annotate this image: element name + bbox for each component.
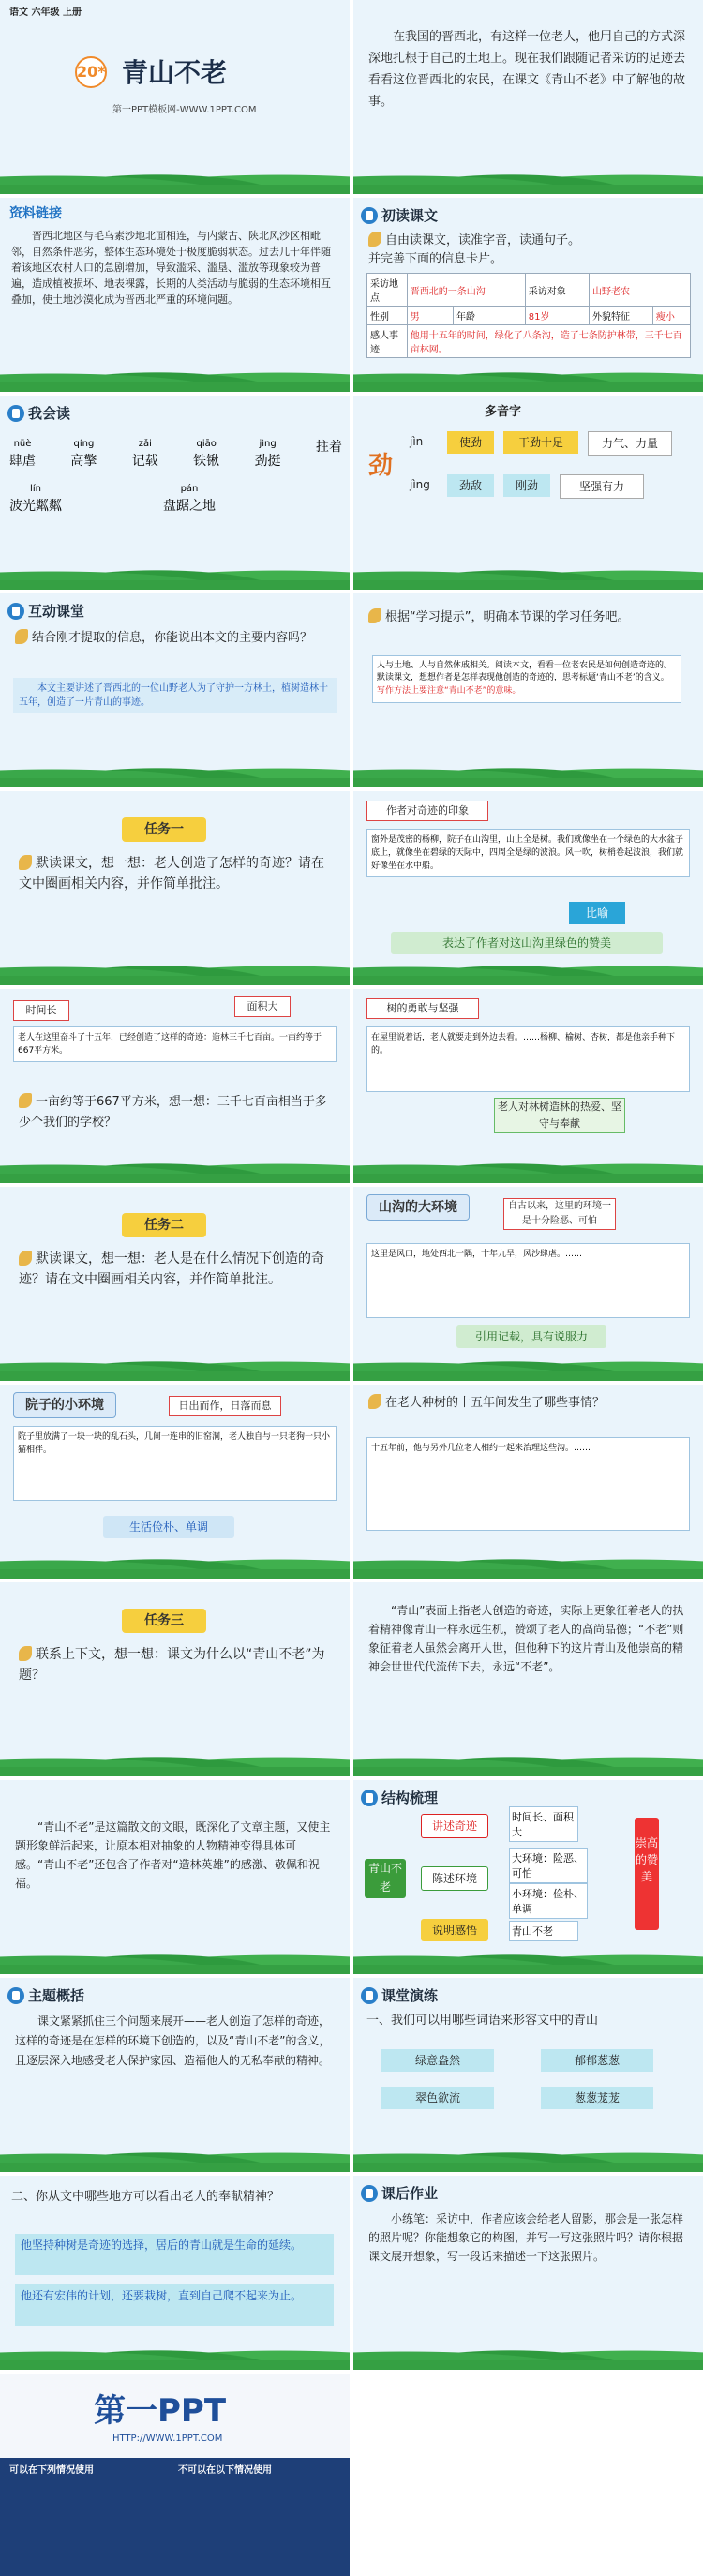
section-title: 主题概括 [28, 1987, 85, 2004]
hills-decoration [0, 756, 350, 787]
answer-chip: 葱葱茏茏 [541, 2087, 653, 2109]
question-text: 在老人种树的十五年间发生了哪些事情？ [368, 1394, 687, 1412]
task-question: 默读课文，想一想：老人创造了怎样的奇迹？请在文中圈画相关内容，并作简单批注。 [19, 856, 324, 891]
slide-title-meaning [353, 1582, 703, 1776]
section-title: 多音字 [485, 405, 522, 419]
structure-node: 讲述奇迹 [421, 1814, 488, 1838]
background-text: 晋西北地区与毛乌素沙地北面相连，与内蒙古、陕北风沙区相毗邻，自然条件恶劣，整体生态环境处于极度脆弱状态。过去几十年伴随着该地区农村人口的急剧增加，导致滥采、滥垦、滥放等现象较为普遍，造成植被损坏、地表裸露，长期的人类活动与脆弱的生态环境相互叠加，使土地沙漠化成为晋西北严重的环境问题。 [11, 230, 331, 306]
vocab-row-2 [9, 482, 216, 515]
task-badge: 任务二 [122, 1213, 206, 1237]
usage-allowed: 可以在下列情况使用 [9, 2465, 94, 2476]
answer-box: 他坚持种树是奇迹的选择，居后的青山就是生命的延续。 [15, 2234, 334, 2275]
hills-decoration [0, 162, 350, 194]
book-icon [361, 1987, 378, 2004]
slide-task-three [0, 1582, 350, 1776]
structure-leaf: 青山不老 [509, 1921, 578, 1941]
hills-decoration [0, 1151, 350, 1183]
answer-box: 他还有宏伟的计划，还要栽树，直到自己爬不起来为止。 [15, 2284, 334, 2326]
question-text: 结合刚才提取的信息，你能说出本文的主要内容吗？ [15, 629, 334, 647]
section-title: 互动课堂 [28, 603, 85, 620]
slide-task-two [0, 1187, 350, 1381]
slide-dedication [0, 2176, 350, 2370]
note-bubble: 树的勇敢与坚强 [366, 998, 479, 1019]
pinyin-jin: jìn [410, 435, 424, 448]
passage-box: 窗外是茂密的杨柳，院子在山沟里，山上全是树。我们就像坐在一个绿色的大水盆子底上，就像坐在碧绿的天际中，四周全是绿的波浪。风一吹，树梢卷起波浪，我们就好像坐在水中船。 [366, 829, 690, 877]
hills-decoration [0, 1349, 350, 1381]
book-icon [361, 2185, 378, 2202]
site-watermark: 第一PPT模板网-WWW.1PPT.COM [112, 105, 257, 115]
hills-decoration [353, 1349, 703, 1381]
task-question: 联系上下文，想一想：课文为什么以“青山不老”为题？ [19, 1647, 325, 1683]
lesson-title: 青山不老 [122, 57, 228, 88]
usage-forbidden: 不可以在以下情况使用 [178, 2465, 272, 2476]
slide-practice [353, 1978, 703, 2172]
slide-structure [353, 1780, 703, 1974]
slide-task-one [0, 791, 350, 985]
vocab-word: pán 盘踞之地 [163, 484, 216, 514]
header-text: 语文 六年级 上册 [9, 7, 82, 18]
hills-decoration [353, 953, 703, 985]
hills-decoration [0, 1745, 350, 1776]
book-icon [7, 1987, 24, 2004]
structure-leaf: 时间长、面积大 [509, 1806, 578, 1842]
hills-decoration [353, 756, 703, 787]
question-text-2: 并完善下面的信息卡片。 [368, 252, 503, 266]
slide-theme-summary [0, 1978, 350, 2172]
slide-valley-environment [353, 1187, 703, 1381]
passage-box: 这里是风口，地处西北一隅，十年九旱，风沙肆虐。…… [366, 1243, 690, 1318]
hills-decoration [0, 1547, 350, 1579]
quill-icon [19, 1646, 32, 1661]
summary-bar: 表达了作者对这山沟里绿色的赞美 [391, 932, 663, 954]
slide-fifteen-years [353, 1385, 703, 1579]
rhetoric-tag: 比喻 [569, 902, 625, 924]
passage-box: 院子里放满了一块一块的乱石头，几间一连串的旧窑洞，老人独自与一只老狗一只小猫相伴。 [13, 1426, 337, 1501]
slide-first-reading [353, 198, 703, 392]
slide-intro [353, 0, 703, 194]
summary-bar: 生活俭朴、单调 [103, 1516, 234, 1538]
hills-decoration [353, 558, 703, 590]
section-title: 我会读 [28, 405, 71, 422]
quill-icon [368, 1394, 381, 1409]
section-title: 资料链接 [9, 206, 62, 221]
question-text: 根据“学习提示”，明确本节课的学习任务吧。 [368, 608, 687, 626]
hills-decoration [0, 2140, 350, 2172]
task-badge: 任务一 [122, 817, 206, 842]
summary-text: 课文紧紧抓住三个问题来展开——老人创造了怎样的奇迹，这样的奇迹是在怎样的环境下创造的，以及“青山不老”的含义，且逐层深入地感受老人保护家园、造福他人的无私奉献的精神。 [15, 2014, 331, 2067]
answer-chip: 郁郁葱葱 [541, 2049, 653, 2072]
quill-icon [19, 1251, 32, 1266]
section-title: 初读课文 [381, 207, 439, 224]
passage-box: 十五年前，他与另外几位老人相约一起来治理这些沟。…… [366, 1437, 690, 1531]
hills-decoration [0, 558, 350, 590]
quill-icon [368, 608, 381, 623]
intro-text: 在我国的晋西北，有这样一位老人，他用自己的方式深深地扎根于自己的土地上。现在我们跟随记者采访的足迹去看看这位晋西北的农民，在课文《青山不老》中了解他的故事。 [368, 30, 686, 109]
hills-decoration [0, 953, 350, 985]
info-card-table: 采访地点 晋西北的一条山沟 采访对象 山野老农 性别 男 年龄 81岁 外貌特征 瘦小 感人事迹 他用十五年的时间，绿化了八条沟，造了七条防护林带，三千七百亩林网。 [366, 273, 691, 358]
hills-decoration [353, 360, 703, 392]
structure-conclusion: 崇高的赞美 [635, 1818, 659, 1930]
slide-text-eye [0, 1780, 350, 1974]
slide-yard-environment [0, 1385, 350, 1579]
word-chip: 干劲十足 [503, 431, 578, 454]
structure-leaf: 大环境：险恶、可怕 [509, 1848, 588, 1883]
answer-chip: 翠色欲流 [381, 2087, 494, 2109]
section-title: 课堂演练 [381, 1987, 439, 2004]
note-bubble: 时间长 [13, 1000, 69, 1021]
hills-decoration [353, 1547, 703, 1579]
slide-impression [353, 791, 703, 985]
hills-decoration [353, 2140, 703, 2172]
pinyin-jing: jìng [410, 478, 430, 491]
explanation-text: “青山不老”是这篇散文的文眼，既深化了文章主题，又使主题形象鲜活起来，让原本相对抽象的人物精神变得具体可感。“青山不老”还包含了作者对“造林英雄”的感激、敬佩和祝福。 [15, 1820, 331, 1890]
word-chip: 劲敌 [447, 474, 494, 497]
note-bubble: 自古以来，这里的环境一是十分险恶、可怕 [503, 1198, 616, 1230]
slide-title [0, 0, 350, 194]
question-text: 自由读课文，读准字音，读通句子。 [368, 232, 580, 249]
slide-homework [353, 2176, 703, 2370]
structure-node: 说明感悟 [421, 1919, 488, 1941]
word-chip: 力气、力量 [588, 431, 672, 456]
summary-note: 老人对林树造林的热爱、坚守与奉献 [494, 1098, 625, 1133]
book-icon [361, 1790, 378, 1806]
practice-question: 一、我们可以用哪些词语来形容文中的青山 [366, 2014, 599, 2028]
vocab-word: qiāo 铁锹 [193, 439, 220, 469]
vocab-word: jìng 劲挺 [254, 439, 281, 469]
hills-decoration [0, 1942, 350, 1974]
quill-icon [368, 232, 381, 247]
hills-decoration [353, 1151, 703, 1183]
usage-panel [0, 2458, 350, 2576]
slide-background-info [0, 198, 350, 392]
slide-interactive [0, 593, 350, 787]
task-badge: 任务三 [122, 1609, 206, 1633]
explanation-text: “青山”表面上指老人创造的奇迹，实际上更象征着老人的执着精神像青山一样永远生机，赞颂了老人的高尚品德；“不老”则象征着老人虽然会离开人世，但他种下的这片青山及他崇高的精神会世世代代流传下去，永远“不老”。 [368, 1604, 684, 1673]
answer-chip: 绿意盎然 [381, 2049, 494, 2072]
polyphonic-char: 劲 [368, 452, 394, 480]
quill-icon [19, 855, 32, 870]
note-bubble: 日出而作，日落而息 [169, 1396, 281, 1416]
slide-credits [0, 2374, 350, 2576]
hills-decoration [353, 1745, 703, 1776]
vocab-word: nüè 肆虐 [9, 439, 36, 469]
answer-box: 本文主要讲述了晋西北的一位山野老人为了守护一方林土，植树造林十五年，创造了一片青山的事迹。 [13, 678, 337, 713]
slide-miracle-scale [0, 989, 350, 1183]
passage-box: 老人在这里奋斗了十五年，已经创造了这样的奇迹：造林三千七百亩。一亩约等于667平方米。 [13, 1026, 337, 1062]
summary-bar: 引用记载，具有说服力 [456, 1325, 606, 1348]
homework-text: 小练笔：采访中，作者应该会给老人留影，那会是一张怎样的照片呢？你能想象它的构图，并写一写这张照片吗？请你根据课文展开想象，写一段话来描述一下这张照片。 [368, 2212, 684, 2263]
vocab-word: 拄着 [315, 440, 342, 455]
book-icon [7, 603, 24, 620]
question-text: 一亩约等于667平方米，想一想：三千七百亩相当于多少个我们的学校？ [19, 1095, 327, 1130]
structure-root: 青山不老 [365, 1859, 406, 1898]
word-chip: 刚劲 [503, 474, 550, 497]
quill-icon [15, 629, 28, 644]
section-tag: 院子的小环境 [13, 1392, 116, 1418]
task-question: 默读课文，想一想：老人是在什么情况下创造的奇迹？请在文中圈画相关内容，并作简单批注。 [19, 1251, 324, 1287]
hills-decoration [0, 2338, 350, 2370]
section-title: 结构梳理 [381, 1790, 439, 1806]
word-chip: 坚强有力 [560, 474, 644, 499]
vocab-row-1 [9, 437, 342, 470]
note-bubble: 面积大 [234, 996, 291, 1017]
slide-polyphonic [353, 396, 703, 590]
brand-url: HTTP://WWW.1PPT.COM [112, 2434, 223, 2444]
quill-icon [19, 1093, 32, 1108]
slide-learning-tips [353, 593, 703, 787]
book-icon [7, 405, 24, 422]
structure-leaf: 小环境：俭朴、单调 [509, 1883, 588, 1919]
vocab-word: lín 波光粼粼 [9, 484, 62, 514]
section-title: 课后作业 [381, 2185, 439, 2202]
section-tag: 山沟的大环境 [366, 1194, 470, 1221]
hills-decoration [353, 162, 703, 194]
brand-logo: 第一PPT [94, 2392, 227, 2430]
lesson-number-badge: 20* [75, 56, 107, 88]
slide-vocabulary [0, 396, 350, 590]
hills-decoration [353, 1942, 703, 1974]
structure-node: 陈述环境 [421, 1866, 488, 1891]
word-chip: 使劲 [447, 431, 494, 454]
slide-tree-bravery [353, 989, 703, 1183]
note-bubble: 作者对奇迹的印象 [366, 801, 488, 821]
hills-decoration [0, 360, 350, 392]
tips-box: 人与土地、人与自然休戚相关。阅读本文，看看一位老农民是如何创造奇迹的。默读课文，想想作者是怎样表现他创造的奇迹的，思考标题‘青山不老’的含义。 写作方法上要注意“青山不老”的意味。 [372, 655, 681, 703]
vocab-word: qíng 高擎 [70, 439, 97, 469]
passage-box: 在屋里说着话，老人就要走到外边去看。……杨柳、榆树、杏树，都是他亲手种下的。 [366, 1026, 690, 1092]
practice-question: 二、你从文中哪些地方可以看出老人的奉献精神？ [11, 2190, 280, 2204]
book-icon [361, 207, 378, 224]
vocab-word: zǎi 记载 [131, 439, 158, 469]
hills-decoration [353, 2338, 703, 2370]
